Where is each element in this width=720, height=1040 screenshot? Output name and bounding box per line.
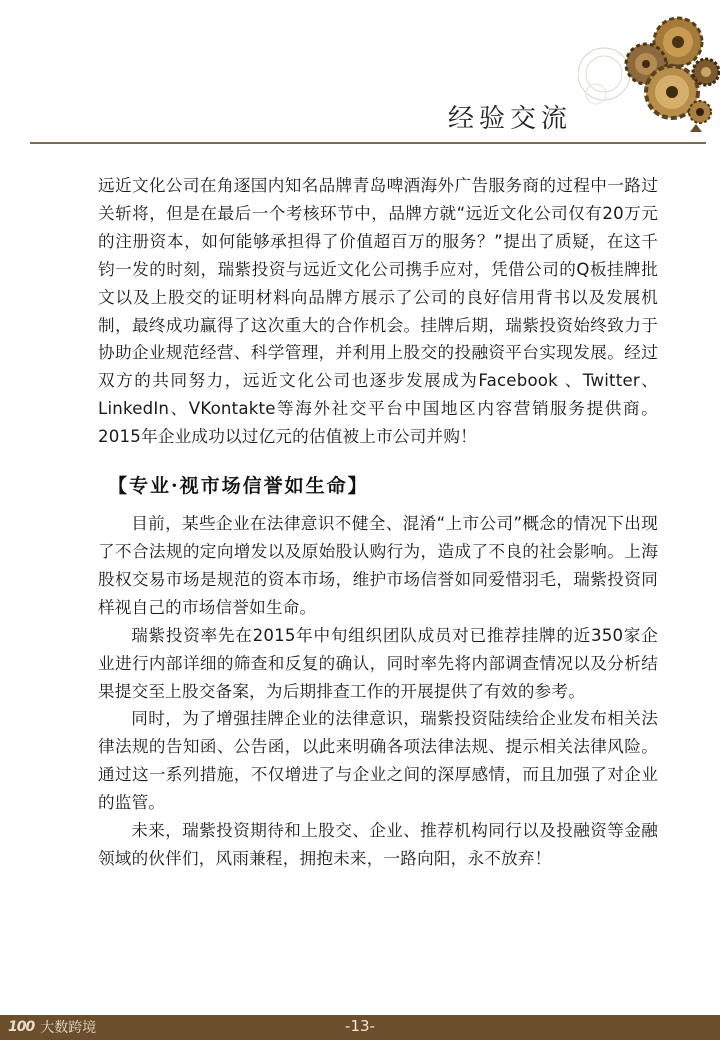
logo-text: 大数跨境 bbox=[40, 1020, 97, 1036]
page-number: -13- bbox=[345, 1017, 375, 1035]
section-heading: 【专业·视市场信誉如生命】 bbox=[108, 475, 369, 498]
section-title: 经验交流 bbox=[448, 104, 573, 134]
gears-icon bbox=[578, 12, 720, 132]
header-divider bbox=[30, 142, 706, 144]
section-paragraph-1: 目前，某些企业在法律意识不健全、混淆“上市公司”概念的情况下出现了不合法规的定向增发以及原始股认购行为，造成了不良的社会影响。上海股权交易市场是规范的资本市场，维护市场信誉如同爱惜羽毛，瑞紫投资同样视自己的市场信誉如生命。 bbox=[98, 514, 658, 617]
page-footer bbox=[0, 1015, 720, 1040]
intro-paragraph: 远近文化公司在角逐国内知名品牌青岛啤酒海外广告服务商的过程中一路过关斩将，但是在最后一个考核环节中，品牌方就“远近文化公司仅有20万元的注册资本，如何能够承担得了价值超百万的服务？”提出了质疑，在这千钧一发的时刻，瑞紫投资与远近文化公司携手应对，凭借公司的Q板挂牌批文以及上股交的证明材料向品牌方展示了公司的良好信用背书以及发展机制，最终成功赢得了这次重大的合作机会。挂牌后期，瑞紫投资始终致力于协助企业规范经营、科学管理，并利用上股交的投融资平台实现发展。经过双方的共同努力，远近文化公司也逐步发展成为Facebook 、Twitter、LinkedIn、VKontakte等海外社交平台中国地区内容营销服务提供商。2015年企业成功以过亿元的估值被上市公司并购！ bbox=[98, 176, 658, 447]
article-body bbox=[98, 172, 658, 873]
logo-mark: 100 bbox=[8, 1019, 35, 1035]
section-paragraph-4: 未来，瑞紫投资期待和上股交、企业、推荐机构同行以及投融资等金融领域的伙伴们，风雨兼程，拥抱未来，一路向阳，永不放弃！ bbox=[98, 821, 658, 868]
section-paragraph-2: 瑞紫投资率先在2015年中旬组织团队成员对已推荐挂牌的近350家企业进行内部详细的筛查和反复的确认，同时率先将内部调查情况以及分析结果提交至上股交备案，为后期排查工作的开展提供了有效的参考。 bbox=[98, 625, 658, 701]
section-paragraph-3: 同时，为了增强挂牌企业的法律意识，瑞紫投资陆续给企业发布相关法律法规的告知函、公告函，以此来明确各项法律法规、提示相关法律风险。通过这一系列措施，不仅增进了与企业之间的深厚感情，而且加强了对企业的监管。 bbox=[98, 709, 658, 813]
